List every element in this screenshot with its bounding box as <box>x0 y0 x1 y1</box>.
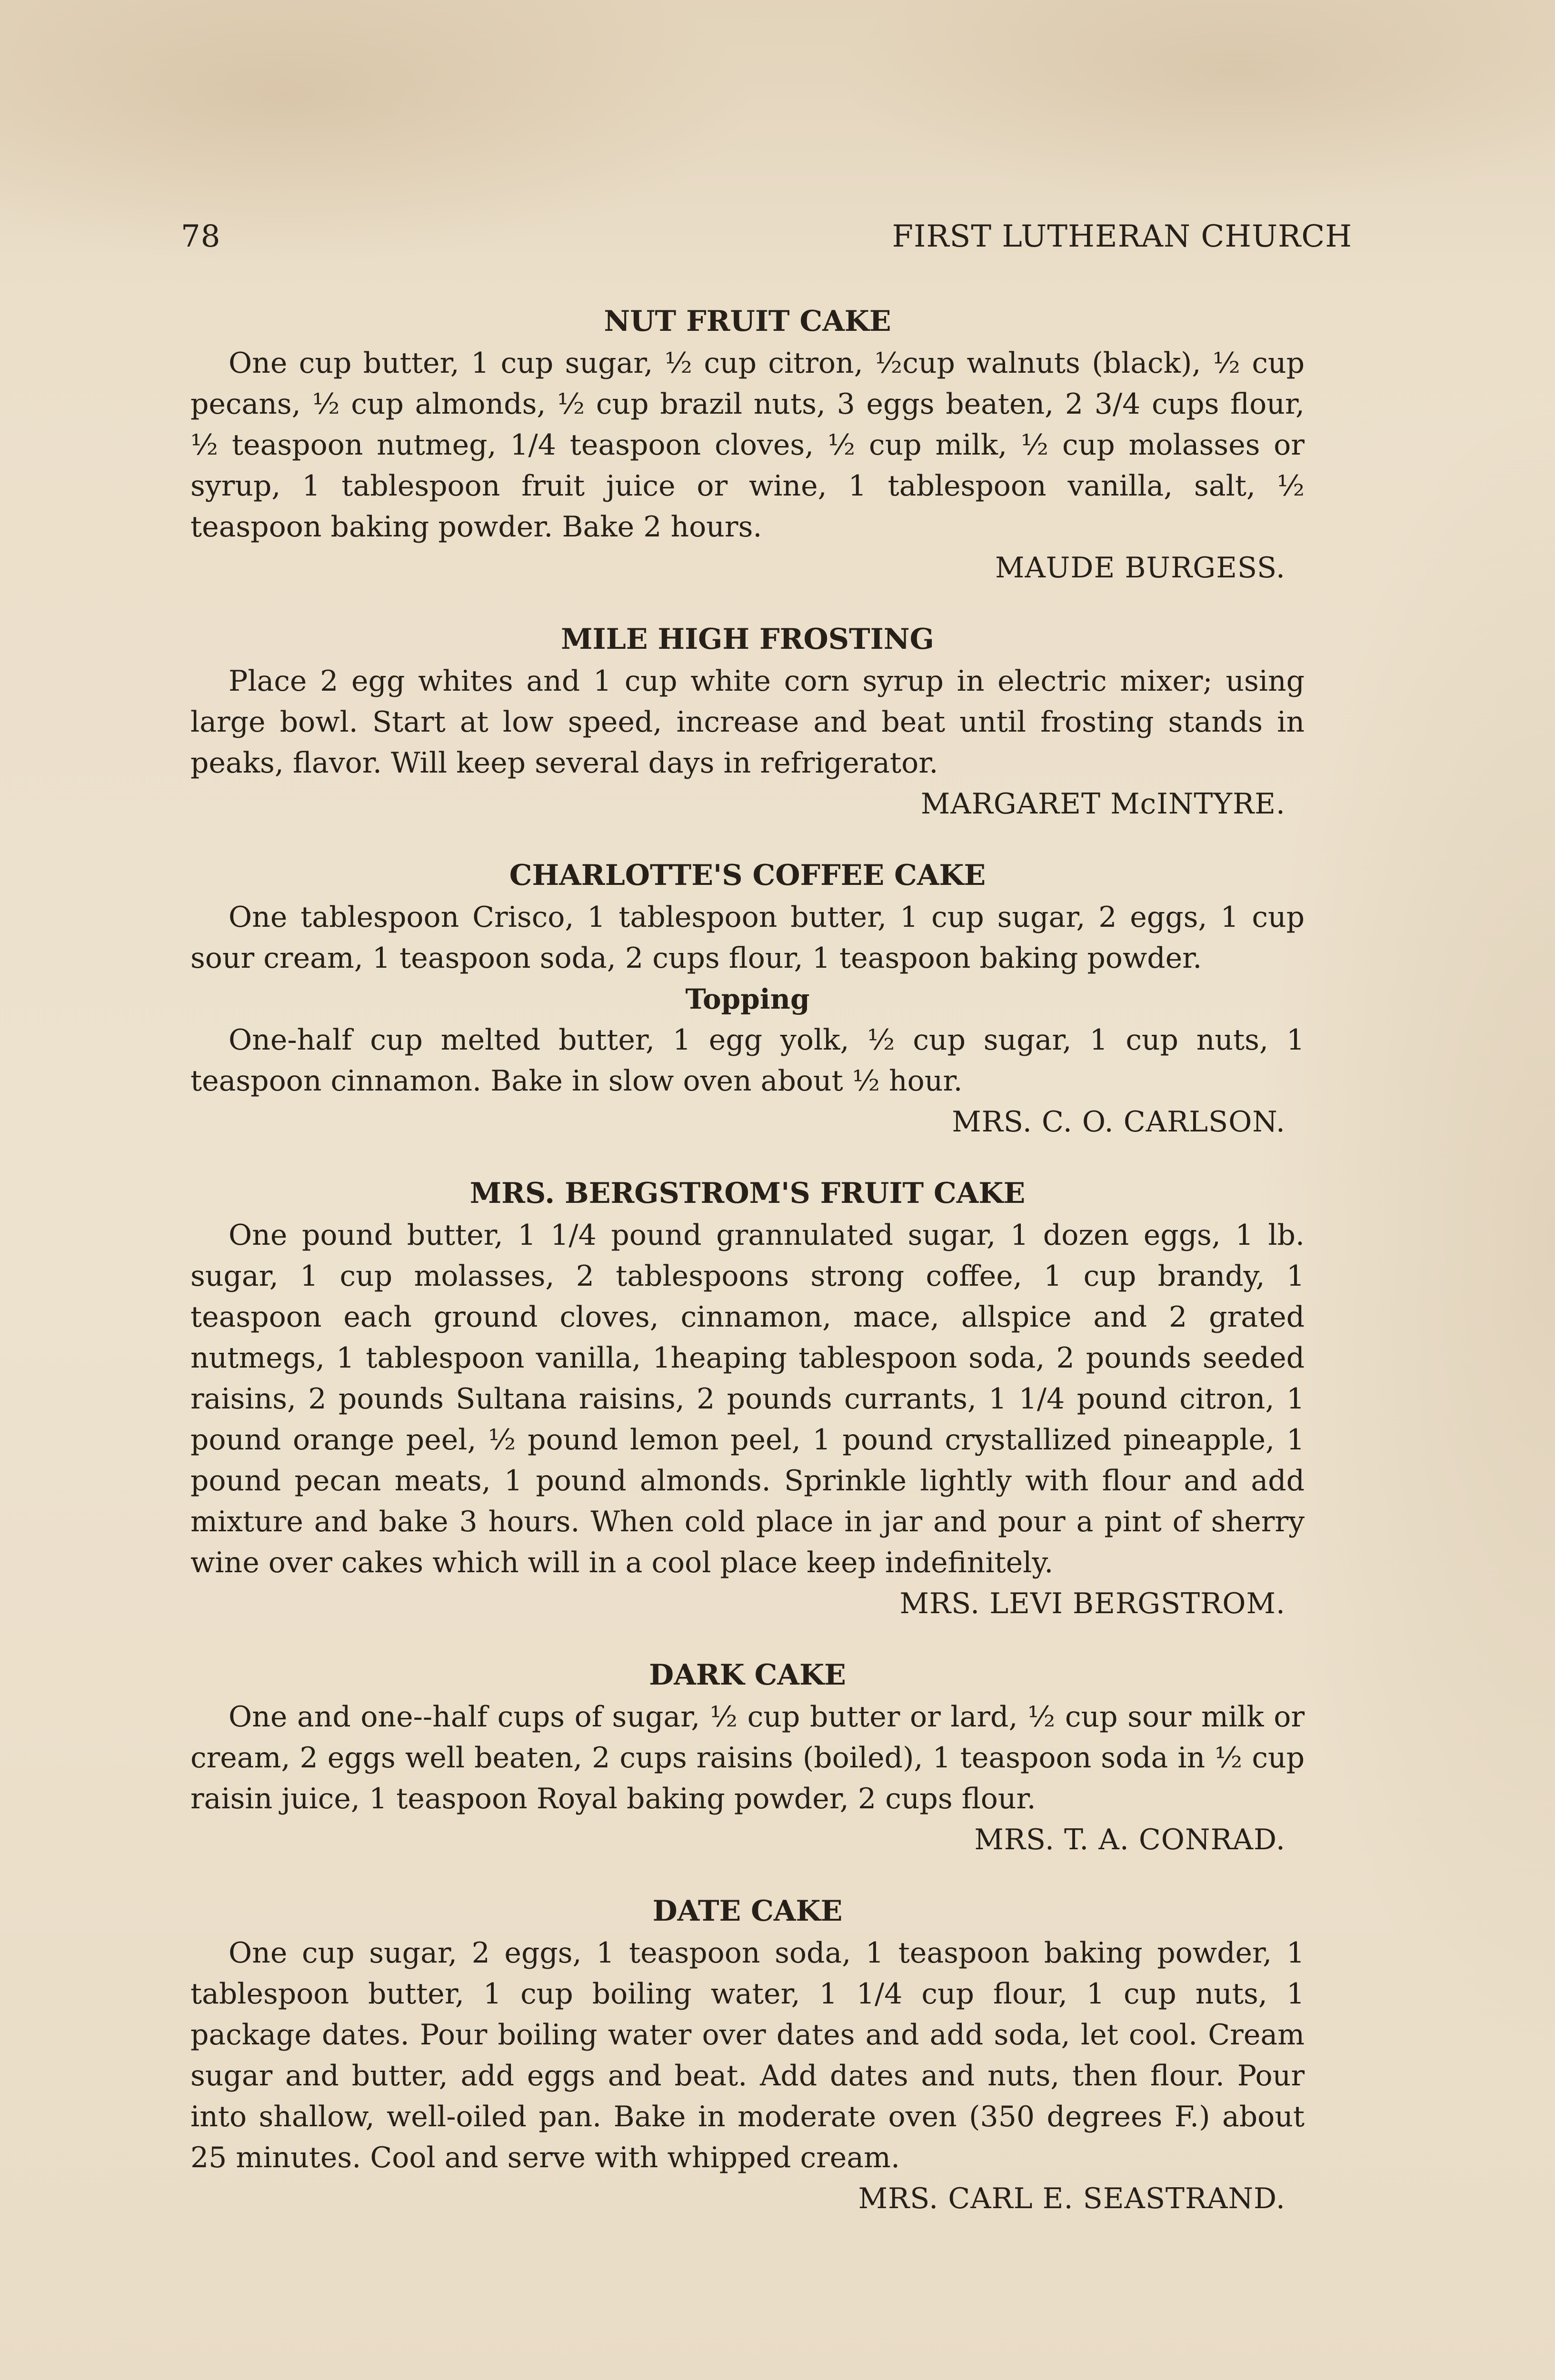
recipe-body: One cup butter, 1 cup sugar, ½ cup citron, ½cup walnuts (black), ½ cup pecans, ½ cup almonds, ½ cup brazil nuts, 3 eggs beaten, 2 3/4 cups flour, ½ teaspoon nutmeg, 1/4 teaspoon cloves, ½ cup milk, ½ cup molasses or syrup, 1 tablespoon fruit juice or wine, 1 tablespoon vanilla, salt, ½ teaspoon baking powder. Bake 2 hours. <box>190 347 1305 544</box>
running-head <box>181 219 1352 262</box>
recipe-author: MRS. CARL E. SEASTRAND. <box>858 2182 1286 2215</box>
recipe-bergstrom-fruit-cake <box>190 1172 1305 1624</box>
recipe-title: NUT FRUIT CAKE <box>604 305 891 338</box>
page-number: 78 <box>181 219 221 254</box>
recipe-title: DATE CAKE <box>652 1894 843 1928</box>
recipe-title: MILE HIGH FROSTING <box>561 623 934 656</box>
recipe-body: Place 2 egg whites and 1 cup white corn syrup in electric mixer; using large bowl. Start at low speed, increase and beat until frosting stands in peaks, flavor. Will keep several days in refrigerator. <box>190 664 1305 780</box>
recipe-author: MRS. LEVI BERGSTROM. <box>899 1587 1286 1620</box>
recipe-subheading: Topping <box>685 983 810 1015</box>
recipe-body: One and one--half cups of sugar, ½ cup butter or lard, ½ cup sour milk or cream, 2 eggs well beaten, 2 cups raisins (boiled), 1 teaspoon soda in ½ cup raisin juice, 1 teaspoon Royal baking powder, 2 cups flour. <box>190 1700 1305 1815</box>
recipe-body-topping: One-half cup melted butter, 1 egg yolk, ½ cup sugar, 1 cup nuts, 1 teaspoon cinnamon. Bake in slow oven about ½ hour. <box>190 1023 1305 1098</box>
recipe-dark-cake <box>190 1654 1305 1860</box>
recipe-author: MAUDE BURGESS. <box>995 551 1286 585</box>
recipe-title: DARK CAKE <box>649 1658 846 1692</box>
recipe-title: MRS. BERGSTROM'S FRUIT CAKE <box>469 1177 1026 1210</box>
recipe-author: MRS. T. A. CONRAD. <box>974 1823 1286 1856</box>
recipe-body: One tablespoon Crisco, 1 tablespoon butter, 1 cup sugar, 2 eggs, 1 cup sour cream, 1 teaspoon soda, 2 cups flour, 1 teaspoon baking powder. <box>190 901 1305 975</box>
running-head-title: FIRST LUTHERAN CHURCH <box>892 219 1352 254</box>
recipe-mile-high-frosting <box>190 618 1305 824</box>
recipe-title: CHARLOTTE'S COFFEE CAKE <box>509 859 986 892</box>
recipe-charlottes-coffee-cake <box>190 854 1305 1142</box>
recipe-date-cake <box>190 1890 1305 2219</box>
recipe-list <box>190 300 1305 2249</box>
recipe-author: MRS. C. O. CARLSON. <box>952 1105 1286 1139</box>
recipe-author: MARGARET McINTYRE. <box>920 787 1286 821</box>
recipe-body: One pound butter, 1 1/4 pound grannulated sugar, 1 dozen eggs, 1 lb. sugar, 1 cup molasses, 2 tablespoons strong coffee, 1 cup brandy, 1 teaspoon each ground cloves, cinnamon, mace, allspice and 2 grated nutmegs, 1 tablespoon vanilla, 1heaping tablespoon soda, 2 pounds seeded raisins, 2 pounds Sultana raisins, 2 pounds currants, 1 1/4 pound citron, 1 pound orange peel, ½ pound lemon peel, 1 pound crystallized pineapple, 1 pound pecan meats, 1 pound almonds. Sprinkle lightly with flour and add mixture and bake 3 hours. When cold place in jar and pour a pint of sherry wine over cakes which will in a cool place keep indefinitely. <box>190 1219 1305 1579</box>
recipe-body: One cup sugar, 2 eggs, 1 teaspoon soda, 1 teaspoon baking powder, 1 tablespoon butter, 1 cup boiling water, 1 1/4 cup flour, 1 cup nuts, 1 package dates. Pour boiling water over dates and add soda, let cool. Cream sugar and butter, add eggs and beat. Add dates and nuts, then flour. Pour into shallow, well-oiled pan. Bake in moderate oven (350 degrees F.) about 25 minutes. Cool and serve with whipped cream. <box>190 1936 1305 2174</box>
recipe-nut-fruit-cake <box>190 300 1305 588</box>
